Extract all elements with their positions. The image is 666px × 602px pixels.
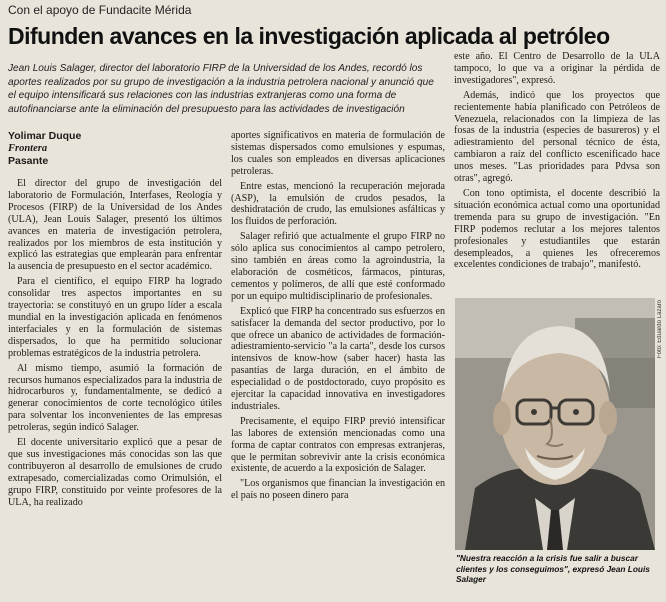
paragraph: El director del grupo de investigación del laboratorio de Formulación, Interfases, Reología y Procesos (FIRP) de la Universidad de los Andes (ULA), Jean Louis Salager, presentó los últimos avances en materia de investigación petrolera, realizados por los miembros de esta institución y explicó las estrategias que emplearán para enfrentar la ausencia de presupuesto en el sector académico. [8,178,222,273]
photo-credit: Foto: Eduardo Lázaro [657,300,663,359]
byline [8,130,223,168]
paragraph: Precisamente, el equipo FIRP previó intensificar las labores de extensión mencionadas como una forma de captar contratos con empresas extranjeras, que le permitan sobrevivir ante la crisis económica existente, de acuerdo a la exposición de Salager. [231,415,445,475]
paragraph: Explicó que FIRP ha concentrado sus esfuerzos en satisfacer la demanda del sector productivo, por lo que ofrece un abanico de actividades de formación-adiestramiento-servicio "a la carta", desde los cursos intensivos de know-how (saber hacer) hasta las pasantías de larga duración, en el ámbito de especialidad o de postdoctorado, cuyo propósito es ejercitar la capacidad innovativa en investigadores industriales. [231,305,445,412]
photo-caption: "Nuestra reacción a la crisis fue salir a buscar clientes y los conseguimos", expresó Jean Louis Salager [456,553,650,584]
portrait-illustration [455,298,655,550]
paragraph: Con tono optimista, el docente describió la situación económica actual como una oportunidad tremenda para su grupo de investigación. "En FIRP podemos reclutar a los mejores talentos profesionales y estudiantiles que estarán desempleados, a quienes les ofreceremos excelentes condiciones de trabajo", manifestó. [454,187,660,271]
paragraph: Salager refirió que actualmente el grupo FIRP no sólo aplica sus conocimientos al campo petrolero, sino también en áreas como la agroindustria, la elaboración de cosméticos, fármacos, pinturas, cementos y polímeros, de allí que esté conformado por un equipo multidisciplinario de profesionales. [231,231,445,302]
paragraph: Al mismo tiempo, asumió la formación de recursos humanos especializados para la industria de hidrocarburos y, fundamentalmente, se dedicó a generar conocimientos de corte tecnológico útiles para solventar los inconvenientes de las empresas petroleras, según indicó Salager. [8,362,222,434]
kicker: Con el apoyo de Fundacite Mérida [8,3,192,17]
byline-place: Pasante [8,155,49,167]
paragraph: aportes significativos en materia de formulación de sistemas dispersados como emulsiones y espumas, los cuales son empleados en diversas aplicaciones petroleras. [231,130,445,177]
paragraph: "Los organismos que financian la investigación en el país no poseen dinero para [231,478,445,502]
article-column-2 [231,130,445,505]
byline-publication: Frontera [8,143,48,154]
paragraph: Además, indicó que los proyectos que recientemente había planificado con Petróleos de Venezuela, relacionados con la limpieza de las fosas de la industria (especies de basureros) y el adiestramiento del personal técnico de ésta, cambiaron a raíz del conflicto escenificado hace unos meses. "Las prioridades para Pdvsa son otras", agregó. [454,89,660,185]
lead-paragraph: Jean Louis Salager, director del laboratorio FIRP de la Universidad de los Andes, recordó los aportes realizados por su grupo de investigación a la industria petrolera nacional y anunció que el equipo intensificará sus relaciones con las industrias extranjeras como una forma de autofinanciarse ante la eliminación del presupuesto para las actividades de investigación [8,63,434,115]
paragraph: Para el científico, el equipo FIRP ha logrado consolidar tres aspectos importantes en su trayectoria: se constituyó en un grupo líder a escala mundial en la investigación aplicada en fenómenos interfaciales y en la formulación de sistemas dispersados, lo que ha permitido solucionar problemas estratégicos de la industria petrolera. [8,276,222,359]
portrait-photo [455,298,655,550]
headline: Difunden avances en la investigación aplicada al petróleo [8,23,610,49]
byline-name: Yolimar Duque [8,130,82,142]
paragraph: este año. El Centro de Desarrollo de la ULA tampoco, lo que va a originar la pérdida de investigadores", expresó. [454,51,660,86]
paragraph: El docente universitario explicó que a pesar de que sus investigaciones más conocidas son las que contribuyeron al desarrollo de emulsiones de crudo extrapesado, comercializadas como Orimulsión, el grupo FIRP, constituido por veinte profesores de la ULA, ha realizado [8,437,222,508]
article-column-1 [8,178,222,511]
paragraph: Entre estas, mencionó la recuperación mejorada (ASP), la emulsión de crudos pesados, la deshidratación de crudo, las emulsiones asfálticas y los fluidos de perforación. [231,180,445,228]
article-column-3 [454,51,660,274]
